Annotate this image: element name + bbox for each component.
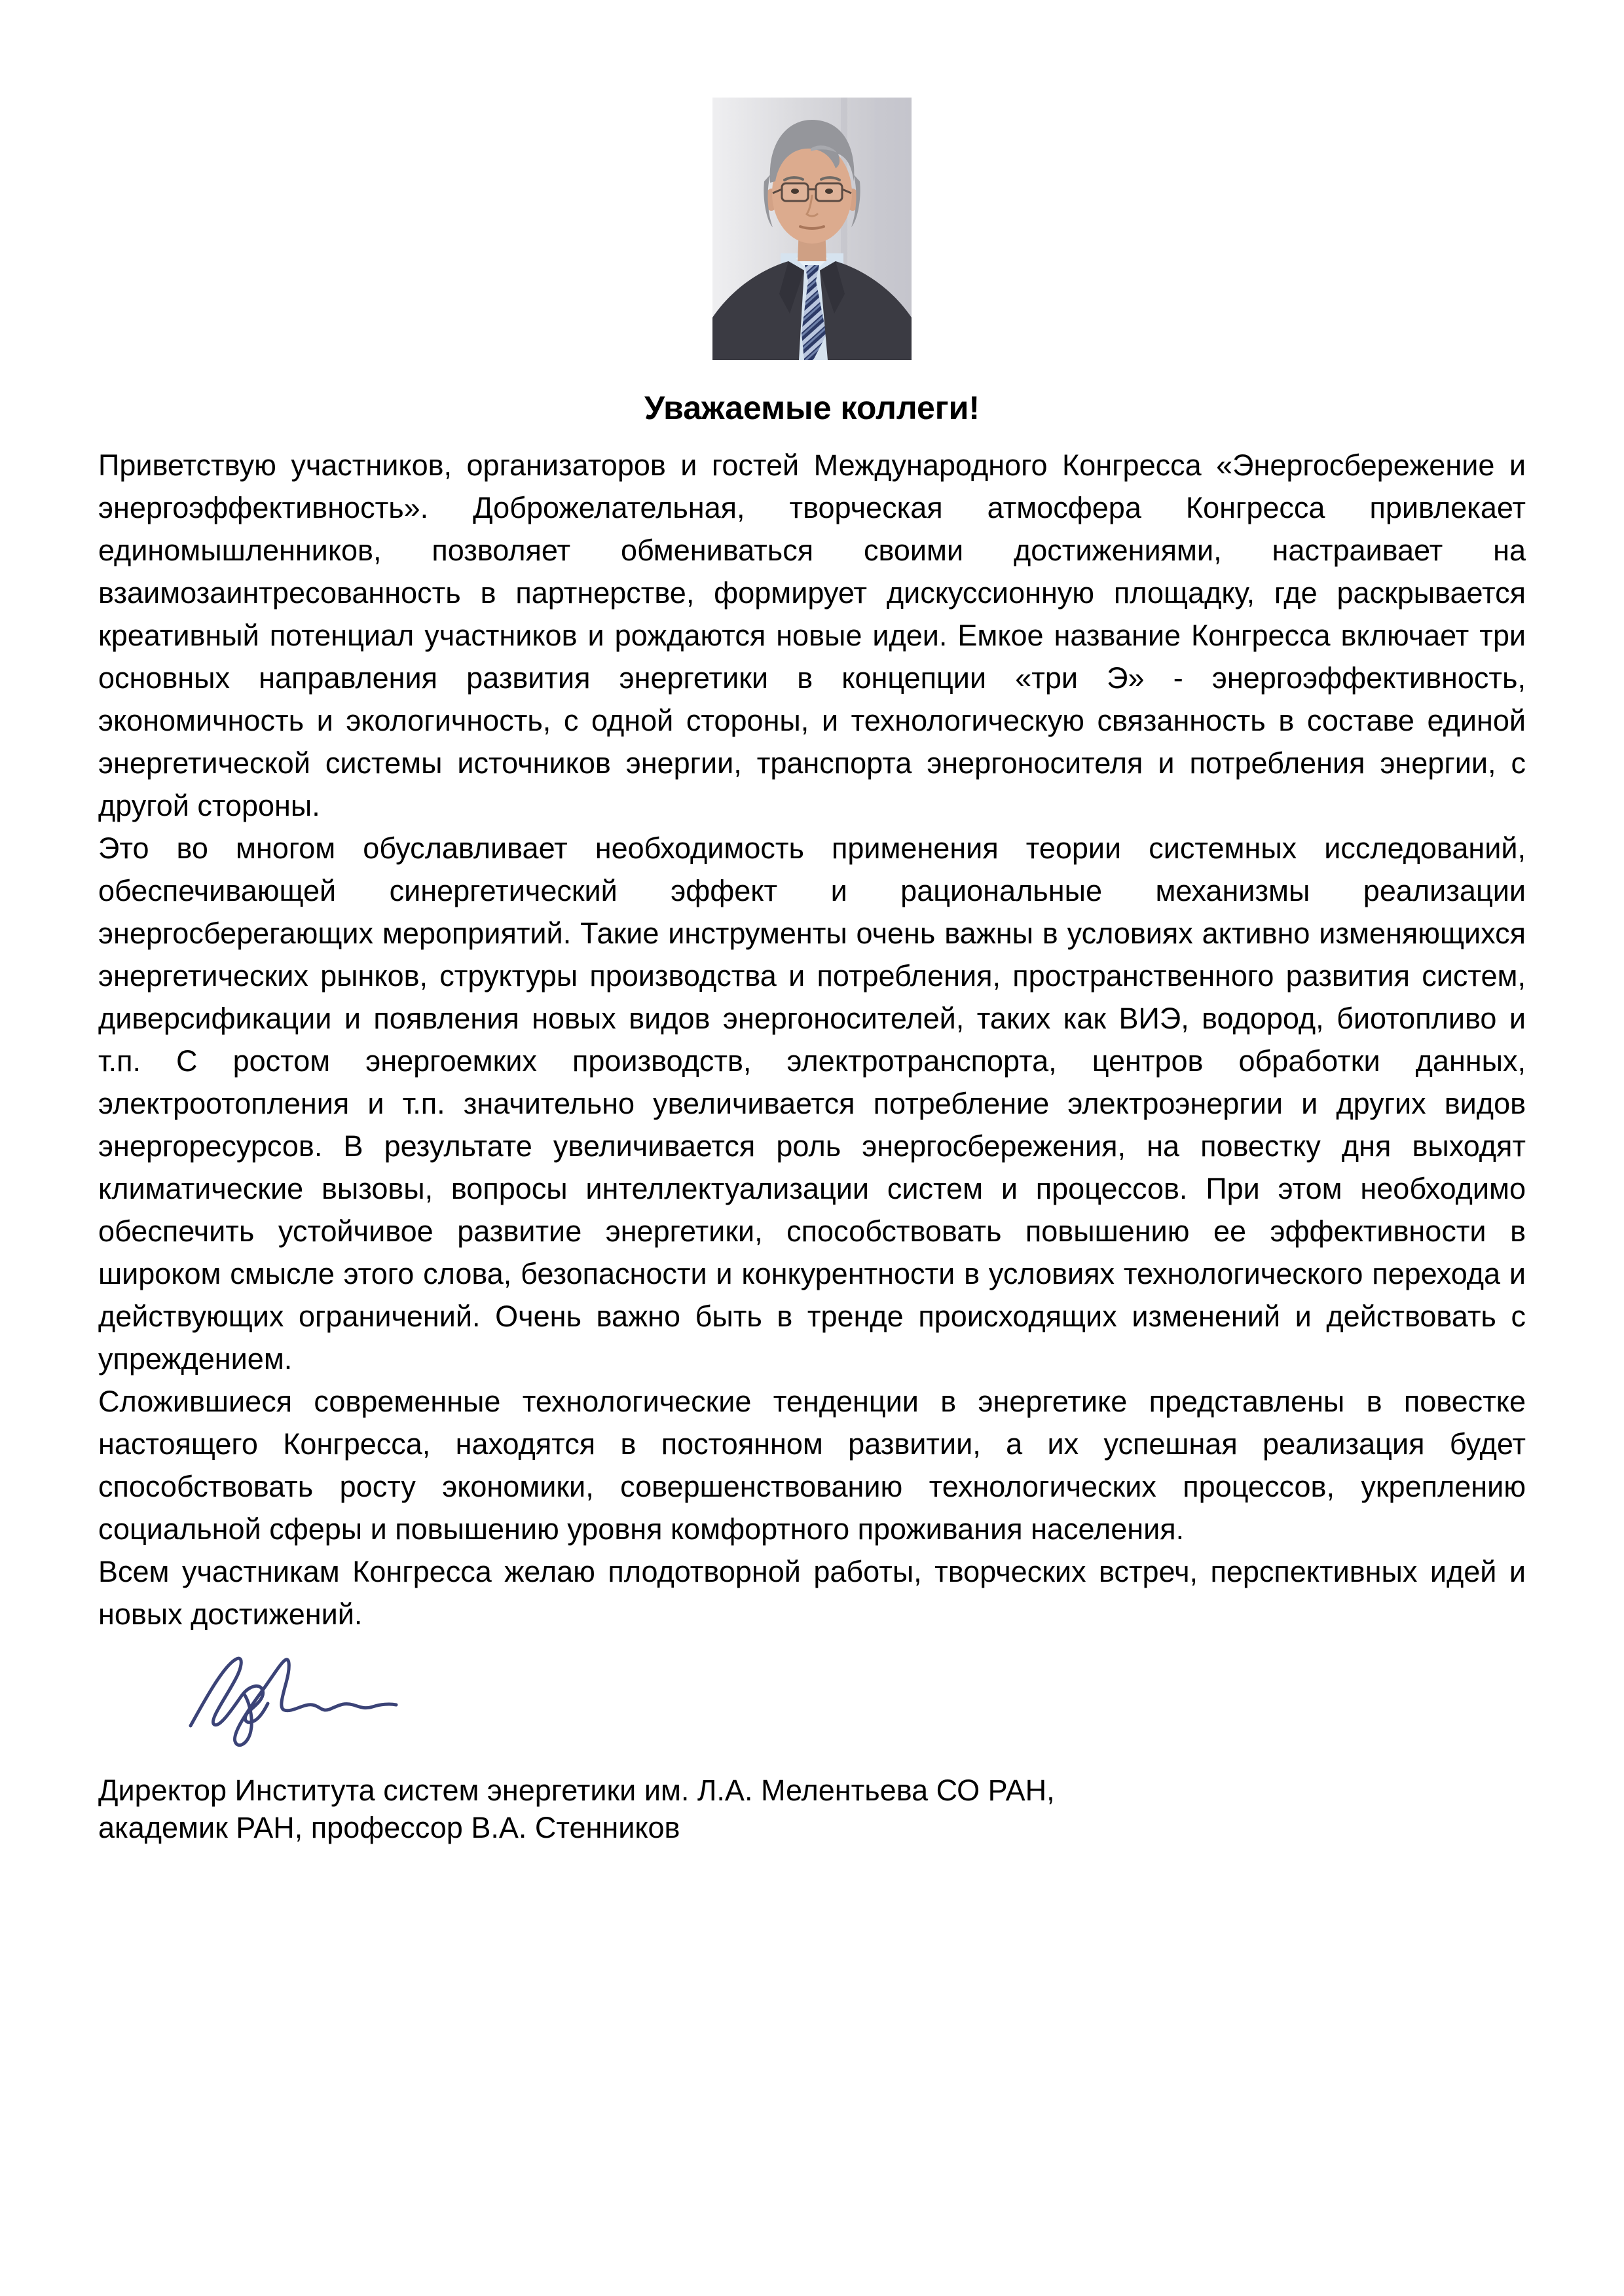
paragraph-4: Всем участникам Конгресса желаю плодотворной работы, творческих встреч, перспективных идей и новых достижений. bbox=[98, 1555, 1526, 1631]
paragraph-1: Приветствую участников, организаторов и гостей Международного Конгресса «Энергосбережение и энергоэффективность». Доброжелательная, творческая атмосфера Конгресса привлекает единомышленников, позволяет обмениваться своими достижениями, настраивает на взаимозаинтресованность в партнерстве, формирует дискуссионную площадку, где раскрывается креативный потенциал участников и рождаются новые идеи. Емкое название Конгресса включает три основных направления развития энергетики в концепции «три Э» - энергоэффективность, экономичность и экологичность, с одной стороны, и технологическую связанность в составе единой энергетической системы источников энергии, транспорта энергоносителя и потребления энергии, с другой стороны. bbox=[98, 448, 1526, 822]
photo-container bbox=[98, 0, 1526, 360]
page-title: Уважаемые коллеги! bbox=[644, 390, 980, 426]
signer-block bbox=[98, 1772, 1526, 1846]
signature-container bbox=[181, 1646, 1526, 1752]
signer-name-line: академик РАН, профессор В.А. Стенников bbox=[98, 1811, 680, 1844]
director-portrait-photo bbox=[712, 98, 912, 360]
signer-position-line: Директор Института систем энергетики им. Л.А. Мелентьева СО РАН, bbox=[98, 1774, 1055, 1807]
paragraph-2: Это во многом обуславливает необходимость применения теории системных исследований, обеспечивающей синергетический эффект и рациональные механизмы реализации энергосберегающих мероприятий. Такие инструменты очень важны в условиях активно изменяющихся энергетических рынков, структуры производства и потребления, пространственного развития систем, диверсификации и появления новых видов энергоносителей, таких как ВИЭ, водород, биотопливо и т.п. С ростом энергоемких производств, электротранспорта, центров обработки данных, электроотопления и т.п. значительно увеличивается потребление электроэнергии и других видов энергоресурсов. В результате увеличивается роль энергосбережения, на повестку дня выходят климатические вызовы, вопросы интеллектуализации систем и процессов. При этом необходимо обеспечить устойчивое развитие энергетики, способствовать повышению ее эффективности в широком смысле этого слова, безопасности и конкурентности в условиях технологического перехода и действующих ограничений. Очень важно быть в тренде происходящих изменений и действовать с упреждением. bbox=[98, 831, 1526, 1376]
signature-scribble bbox=[181, 1646, 405, 1751]
letter-body bbox=[98, 444, 1526, 1635]
paragraph-3: Сложившиеся современные технологические тенденции в энергетике представлены в повестке настоящего Конгресса, находятся в постоянном развитии, а их успешная реализация будет способствовать росту экономики, совершенствованию технологических процессов, укреплению социальной сферы и повышению уровня комфортного проживания населения. bbox=[98, 1385, 1526, 1546]
